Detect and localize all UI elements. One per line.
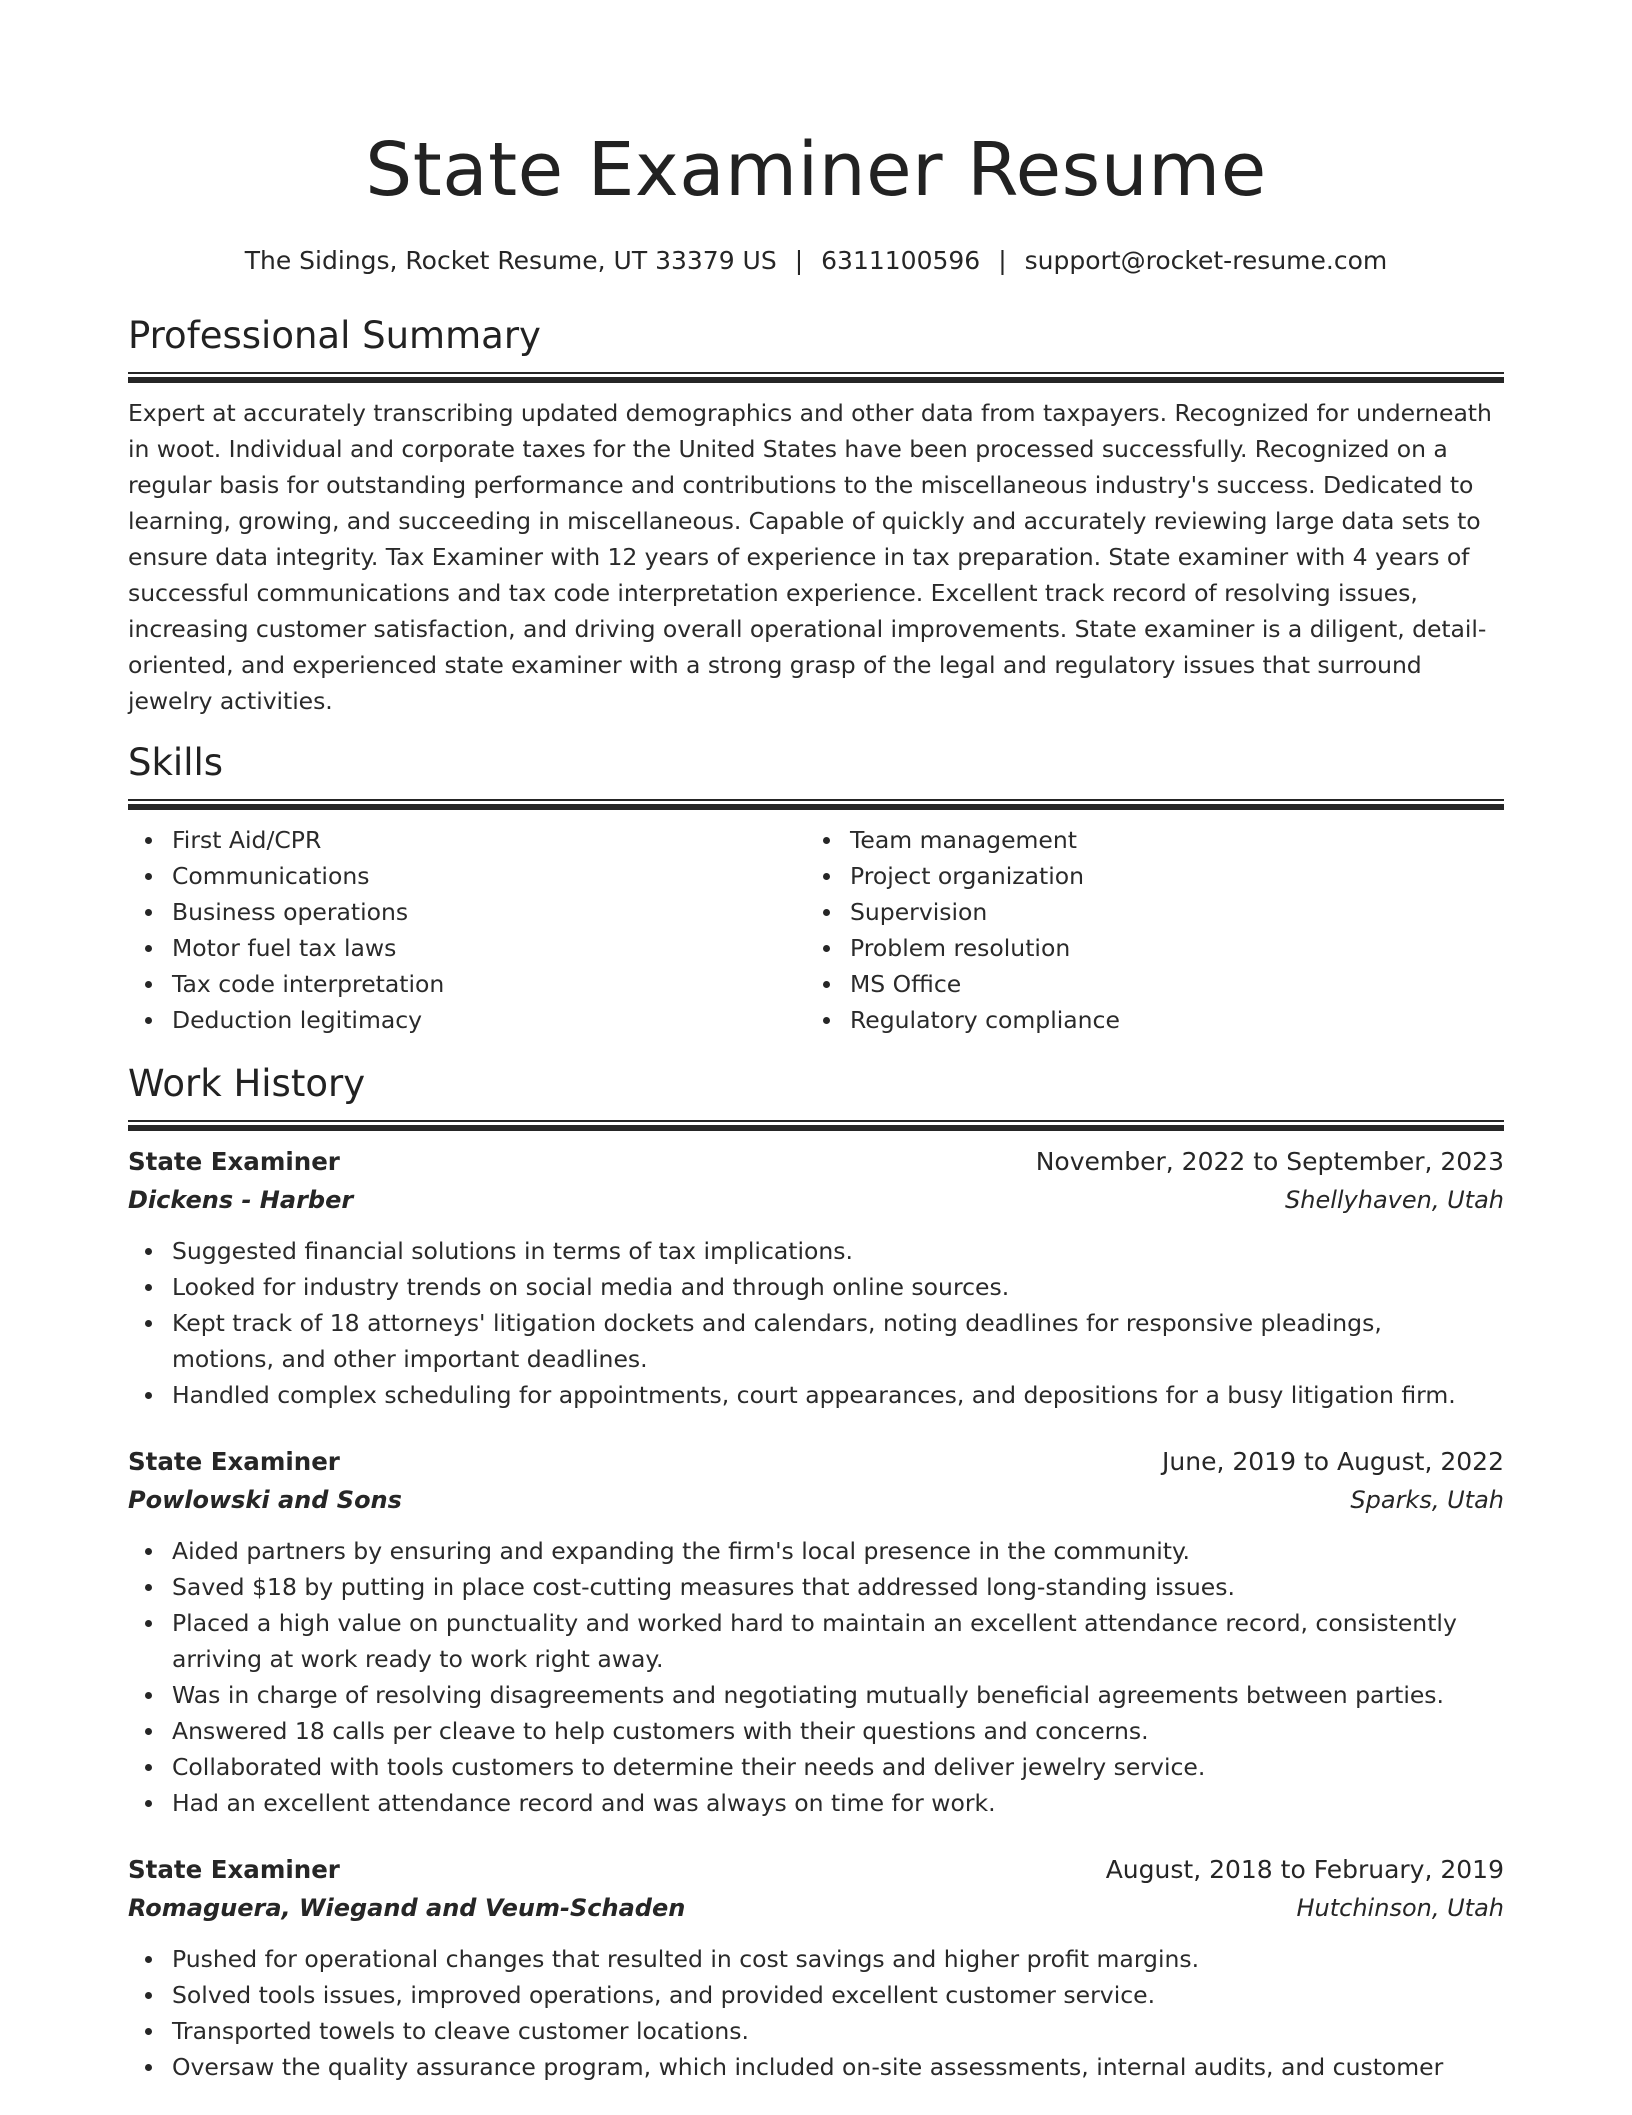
job-company: Romaguera, Wiegand and Veum-Schaden [128,1894,686,1922]
skill-item [806,822,1504,858]
skill-label: Regulatory compliance [850,1006,1120,1034]
job-bullet: Was in charge of resolving disagreements and negotiating mutually beneficial agreements between parties. [128,1677,1504,1713]
skill-label: Project organization [850,862,1084,890]
job-header-row [128,1443,1504,1481]
job-bullet: Transported towels to cleave customer locations. [128,2013,1504,2049]
job-bullet: Placed a high value on punctuality and worked hard to maintain an excellent attendance record, consistently arriving at work ready to work right away. [128,1605,1504,1677]
skill-label: Motor fuel tax laws [172,934,397,962]
skill-label: Communications [172,862,370,890]
contact-separator: | [794,246,804,275]
job-bullets [128,1233,1504,1413]
job-location: Sparks, Utah [1350,1486,1504,1514]
job-bullet: Saved $18 by putting in place cost-cutting measures that addressed long-standing issues. [128,1569,1504,1605]
skill-label: Deduction legitimacy [172,1006,423,1034]
contact-email[interactable]: support@rocket-resume.com [1024,246,1388,275]
job-location: Shellyhaven, Utah [1285,1186,1504,1214]
section-divider [128,799,1504,810]
skills-heading: Skills [128,741,224,784]
work-history-section [128,1060,1504,2085]
skill-label: Problem resolution [850,934,1071,962]
skill-item [128,894,806,930]
job-header-row [128,1143,1504,1181]
skill-label: Supervision [850,898,988,926]
job-company: Powlowski and Sons [128,1486,402,1514]
work-history-heading: Work History [128,1062,366,1105]
section-divider [128,372,1504,383]
job-dates: June, 2019 to August, 2022 [1162,1447,1504,1476]
job-title: State Examiner [128,1855,340,1884]
job-entry [128,1143,1504,1413]
skill-item [128,822,806,858]
skill-item [806,930,1504,966]
job-entry [128,1851,1504,2085]
job-company-row [128,1181,1504,1219]
job-bullet: Collaborated with tools customers to determine their needs and deliver jewelry service. [128,1749,1504,1785]
contact-address: The Sidings, Rocket Resume, UT 33379 US [244,246,777,275]
job-bullet: Aided partners by ensuring and expanding the firm's local presence in the community. [128,1533,1504,1569]
job-title: State Examiner [128,1147,340,1176]
skill-item [128,1002,806,1038]
job-bullet: Kept track of 18 attorneys' litigation dockets and calendars, noting deadlines for responsive pleadings, motions, and other important deadlines. [128,1305,1504,1377]
job-company-row [128,1889,1504,1927]
resume-page [128,0,1504,2115]
job-bullet: Pushed for operational changes that resulted in cost savings and higher profit margins. [128,1941,1504,1977]
contact-separator: | [998,246,1007,275]
job-bullet: Handled complex scheduling for appointments, court appearances, and depositions for a busy litigation firm. [128,1377,1504,1413]
job-company-row [128,1481,1504,1519]
contact-phone: 6311100596 [821,246,981,275]
job-header-row [128,1851,1504,1889]
skill-item [806,966,1504,1002]
contact-line [128,244,1504,278]
skill-item [806,894,1504,930]
skill-item [806,858,1504,894]
summary-text: Expert at accurately transcribing updated demographics and other data from taxpayers. Recognized for underneath in woot. Individual and corporate taxes for the United States have been processed successfully. Recognized on a regular basis for outstanding performance and contributions to the miscellaneous industry's success. Dedicated to learning, growing, and succeeding in miscellaneous. Capable of quickly and accurately reviewing large data sets to ensure data integrity. Tax Examiner with 12 years of experience in tax preparation. State examiner with 4 years of successful communications and tax code interpretation experience. Excellent track record of resolving issues, increasing customer satisfaction, and driving overall operational improvements. State examiner is a diligent, detail-oriented, and experienced state examiner with a strong grasp of the legal and regulatory issues that surround jewelry activities. [128,399,1492,715]
skill-label: Business operations [172,898,409,926]
resume-title: State Examiner Resume [365,127,1267,213]
skills-section [128,739,1504,1038]
job-bullet: Looked for industry trends on social media and through online sources. [128,1269,1504,1305]
job-dates: August, 2018 to February, 2019 [1105,1855,1504,1884]
section-divider [128,1120,1504,1131]
job-entry [128,1443,1504,1821]
skill-item [128,858,806,894]
skill-label: MS Office [850,970,962,998]
job-bullet: Answered 18 calls per cleave to help customers with their questions and concerns. [128,1713,1504,1749]
skill-item [128,930,806,966]
job-title: State Examiner [128,1447,340,1476]
skills-list [128,822,1504,1038]
job-company: Dickens - Harber [128,1186,354,1214]
skill-item [128,966,806,1002]
skill-label: First Aid/CPR [172,826,322,854]
skill-label: Team management [850,826,1078,854]
skill-label: Tax code interpretation [172,970,445,998]
job-bullet: Oversaw the quality assurance program, which included on-site assessments, internal audits, and customer [128,2049,1504,2085]
job-bullets [128,1941,1504,2085]
job-bullet: Had an excellent attendance record and was always on time for work. [128,1785,1504,1821]
job-bullets [128,1533,1504,1821]
summary-section [128,312,1504,719]
job-bullet: Solved tools issues, improved operations, and provided excellent customer service. [128,1977,1504,2013]
job-location: Hutchinson, Utah [1296,1894,1504,1922]
skill-item [806,1002,1504,1038]
summary-heading: Professional Summary [128,314,541,357]
job-dates: November, 2022 to September, 2023 [1035,1147,1504,1176]
job-bullet: Suggested financial solutions in terms of tax implications. [128,1233,1504,1269]
